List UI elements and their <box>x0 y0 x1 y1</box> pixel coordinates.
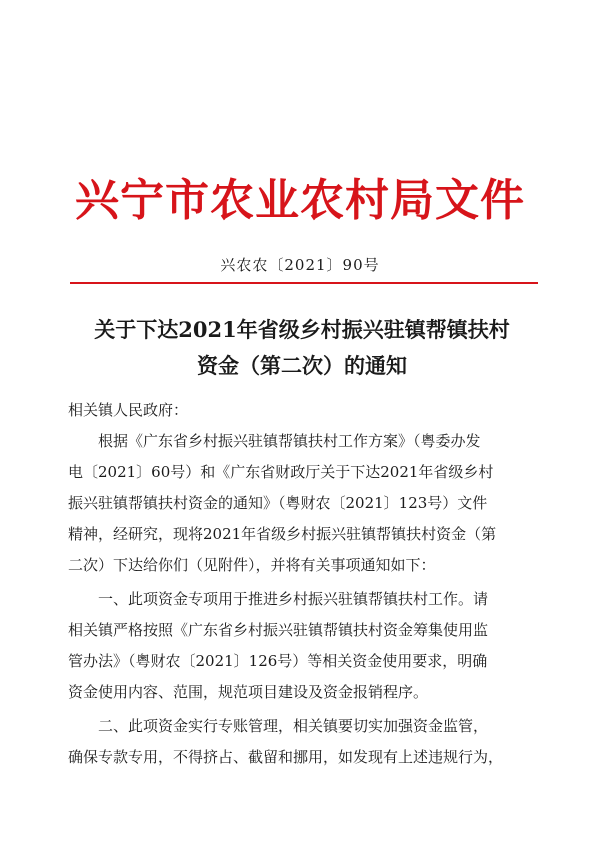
paragraph-3-line: 确保专款专用，不得挤占、截留和挪用，如发现有上述违规行为， <box>68 748 504 766</box>
paragraph-1-line: 二次）下达给你们（见附件），并将有关事项通知如下： <box>68 556 436 574</box>
paragraph-1-line: 振兴驻镇帮镇扶村资金的通知》（粤财农〔2021〕123号）文件 <box>68 494 488 512</box>
red-divider-line <box>70 282 538 284</box>
paragraph-2-line: 资金使用内容、范围，规范项目建设及资金报销程序。 <box>68 683 429 701</box>
paragraph-2-line: 一、此项资金专项用于推进乡村振兴驻镇帮镇扶村工作。请 <box>98 590 489 608</box>
body-text <box>68 395 538 773</box>
document-number: 兴农农〔2021〕90号 <box>220 256 380 274</box>
paragraph-3-line: 二、此项资金实行专账管理，相关镇要切实加强资金监管， <box>98 717 489 735</box>
notice-title-line-1: 关于下达2021年省级乡村振兴驻镇帮镇扶村 <box>94 317 510 342</box>
paragraph-1-line: 根据《广东省乡村振兴驻镇帮镇扶村工作方案》（粤委办发 <box>98 432 481 450</box>
salutation: 相关镇人民政府： <box>68 401 189 419</box>
notice-title-line-2: 资金（第二次）的通知 <box>197 353 407 378</box>
paragraph-1-line: 电〔2021〕60号）和《广东省财政厅关于下达2021年省级乡村 <box>68 463 494 481</box>
paragraph-2-line: 相关镇严格按照《广东省乡村振兴驻镇帮镇扶村资金筹集使用监 <box>68 621 489 639</box>
paragraph-1-line: 精神，经研究，现将2021年省级乡村振兴驻镇帮镇扶村资金（第 <box>68 525 497 543</box>
paragraph-2-line: 管办法》（粤财农〔2021〕126号）等相关资金使用要求，明确 <box>68 652 488 670</box>
notice-title <box>60 312 544 384</box>
agency-header-title: 兴宁市农业农村局文件 <box>75 175 525 226</box>
